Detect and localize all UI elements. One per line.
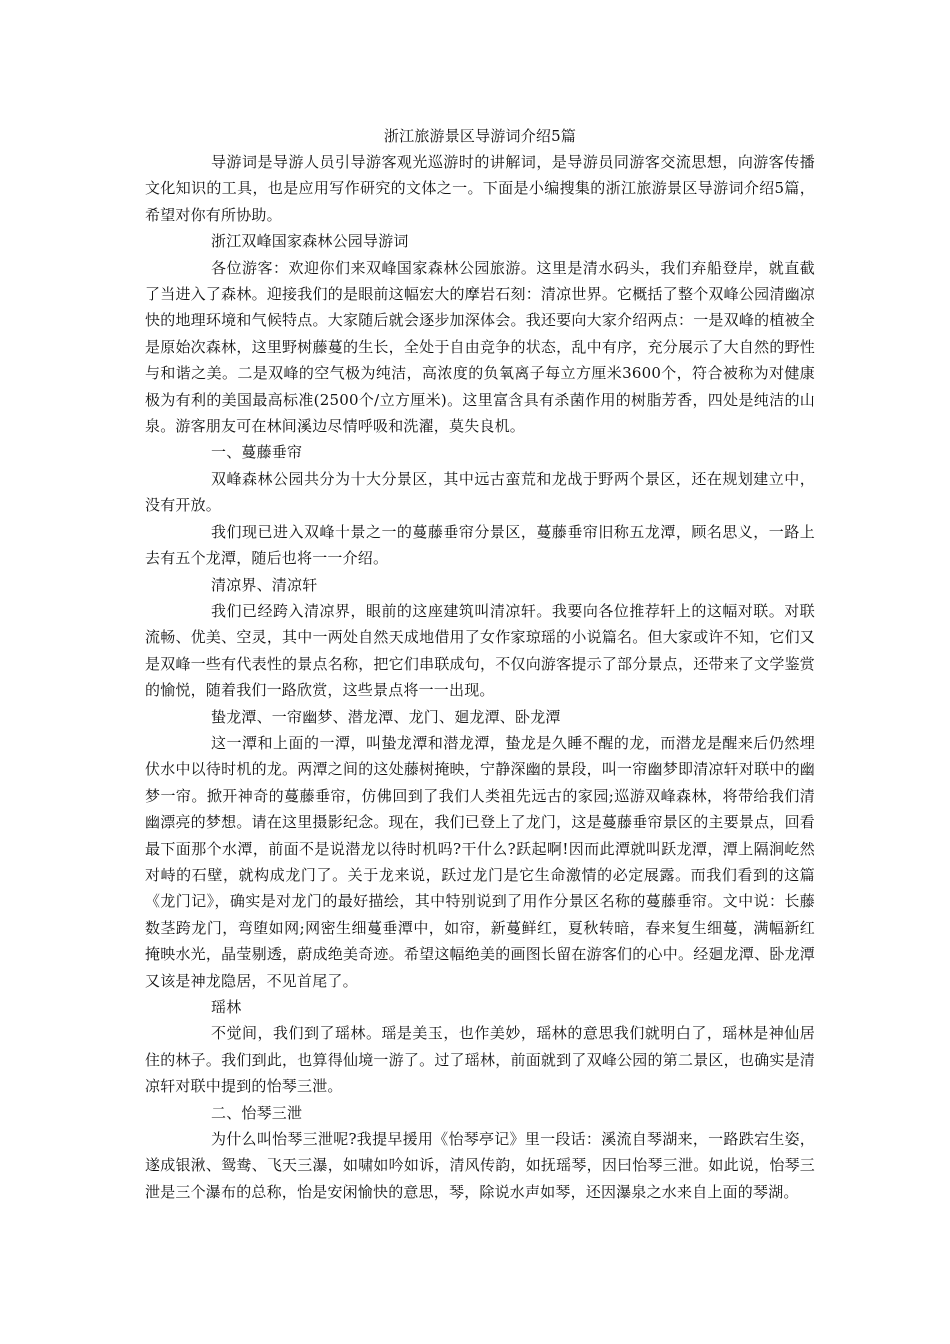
section-heading-yaolin: 瑶林 bbox=[211, 998, 242, 1016]
section-heading-shuangfeng: 浙江双峰国家森林公园导游词 bbox=[211, 232, 409, 251]
section-heading-qingliangjie: 清凉界、清凉轩 bbox=[211, 575, 318, 594]
paragraph-yiqinsanxie: 为什么叫怡琴三泄呢?我提早援用《怡琴亭记》里一段话：溪流自琴湖来，一路跌宕生姿，遂成银湫、鸳鸯、飞天三瀑，如啸如吟如诉，清风传韵，如抚瑶琴，因曰怡琴三泄。如此说，怡琴三泄是三个瀑布的总称，怡是安闲愉快的意思，琴，除说水声如琴，还因瀑泉之水来自上面的琴湖。 bbox=[145, 1130, 815, 1201]
paragraph-five-dragon-pools: 我们现已进入双峰十景之一的蔓藤垂帘分景区，蔓藤垂帘旧称五龙潭，顾名思义，一路上去有五个龙潭，随后也将一一介绍。 bbox=[145, 522, 815, 568]
paragraph-qingliangxuan: 我们已经跨入清凉界，眼前的这座建筑叫清凉轩。我要向各位推荐轩上的这幅对联。对联流畅、优美、空灵，其中一两处自然天成地借用了女作家琼瑶的小说篇名。但大家或许不知，它们又是双峰一些有代表性的景点名称，把它们串联成句，不仅向游客提示了部分景点，还带来了文学鉴赏的愉悦，随着我们一路欣赏，这些景点将一一出现。 bbox=[145, 601, 815, 700]
intro-paragraph: 导游词是导游人员引导游客观光巡游时的讲解词，是导游员同游客交流思想，向游客传播文化知识的工具，也是应用写作研究的文体之一。下面是小编搜集的浙江旅游景区导游词介绍5篇，希望对你有所协助。 bbox=[145, 153, 815, 224]
document-body bbox=[145, 123, 815, 1205]
welcome-paragraph: 各位游客：欢迎你们来双峰国家森林公园旅游。这里是清水码头，我们弃船登岸，就直截了当进入了森林。迎接我们的是眼前这幅宏大的摩岩石刻：清凉世界。它概括了整个双峰公园清幽凉快的地理环境和气候特点。大家随后就会逐步加深体会。我还要向大家介绍两点：一是双峰的植被全是原始次森林，这里野树藤蔓的生长，全处于自由竞争的状态，乱中有序，充分展示了大自然的野性与和谐之美。二是双峰的空气极为纯洁，高浓度的负氧离子每立方厘米3600个，符合被称为对健康极为有利的美国最高标准(2500个/立方厘米)。这里富含具有杀菌作用的树脂芳香，四处是纯洁的山泉。游客朋友可在林间溪边尽情呼吸和洗濯，莫失良机。 bbox=[145, 258, 815, 436]
document-title: 浙江旅游景区导游词介绍5篇 bbox=[383, 127, 577, 145]
section-heading-mantengchuilian: 一、蔓藤垂帘 bbox=[211, 443, 303, 462]
section-heading-dragon-pools: 蛰龙潭、一帘幽梦、潜龙潭、龙门、廻龙潭、卧龙潭 bbox=[211, 707, 561, 726]
paragraph-yaolin: 不觉间，我们到了瑶林。瑶是美玉，也作美妙，瑶林的意思我们就明白了，瑶林是神仙居住的林子。我们到此，也算得仙境一游了。过了瑶林，前面就到了双峰公园的第二景区，也确实是清凉轩对联中提到的怡琴三泄。 bbox=[145, 1024, 815, 1096]
paragraph-scenic-areas: 双峰森林公园共分为十大分景区，其中远古蛮荒和龙战于野两个景区，还在规划建立中，没有开放。 bbox=[145, 469, 815, 515]
paragraph-dragon-gate: 这一潭和上面的一潭，叫蛰龙潭和潜龙潭，蛰龙是久睡不醒的龙，而潜龙是醒来后仍然埋伏水中以待时机的龙。两潭之间的这处藤树掩映，宁静深幽的景段，叫一帘幽梦即清凉轩对联中的幽梦一帘。掀开神奇的蔓藤垂帘，仿佛回到了我们人类祖先远古的家园;巡游双峰森林，将带给我们清幽漂亮的梦想。请在这里摄影纪念。现在，我们已登上了龙门，这是蔓藤垂帘景区的主要景点，回看最下面那个水潭，前面不是说潜龙以待时机吗?干什么?跃起啊!因而此潭就叫跃龙潭，潭上隔涧屹然对峙的石壁，就构成龙门了。关于龙来说，跃过龙门是它生命激情的必定展露。而我们看到的这篇《龙门记》，确实是对龙门的最好描绘，其中特别说到了用作分景区名称的蔓藤垂帘。文中说：长藤数茎跨龙门，弯堕如网;网密生细蔓垂潭中，如帘，新蔓鲜红，夏秋转暗，春来复生细蔓，满幅新红掩映水光，晶莹剔透，蔚成绝美奇迹。希望这幅绝美的画图长留在游客们的心中。经廻龙潭、卧龙潭又该是神龙隐居，不见首尾了。 bbox=[145, 733, 815, 990]
section-heading-yiqinsanxie: 二、怡琴三泄 bbox=[211, 1103, 303, 1122]
